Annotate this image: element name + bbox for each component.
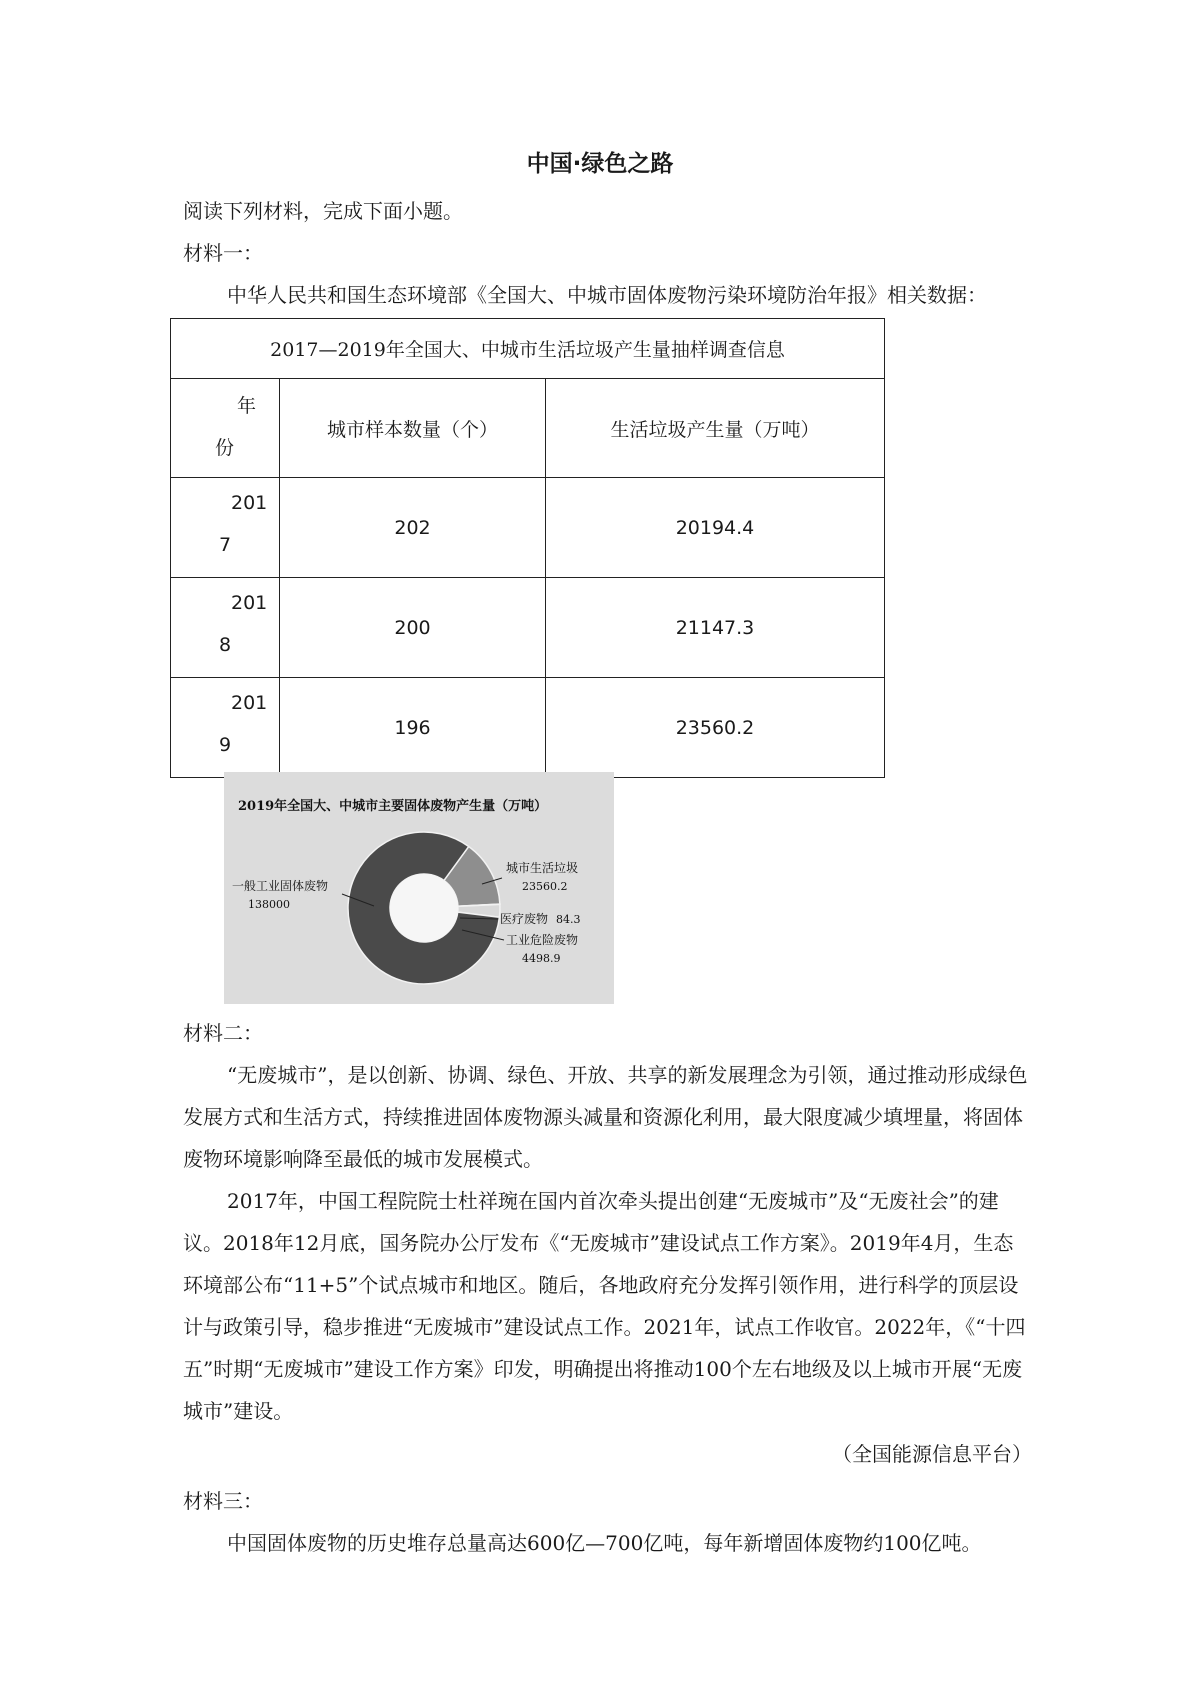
year-cell-a: 201 (231, 492, 268, 514)
year-header-b: 份 (215, 437, 235, 459)
label-medical-waste: 医疗废物 (500, 912, 549, 926)
table-row (171, 578, 885, 678)
table-row (171, 478, 885, 578)
material3-label: 材料三： (183, 1489, 263, 1513)
material2-paragraph-2 (183, 1180, 1028, 1432)
label-industrial-solid-waste: 一般工业固体废物 (232, 879, 329, 893)
material2-label: 材料二： (183, 1021, 263, 1045)
donut-hole (390, 874, 458, 942)
material2-paragraph-1 (183, 1054, 1028, 1180)
year-cell (171, 578, 280, 678)
table-caption: 2017—2019年全国大、中城市生活垃圾产生量抽样调查信息 (171, 319, 885, 379)
year-cell-b: 7 (219, 534, 232, 556)
table-row (171, 678, 885, 778)
material3-p1-text: 中国固体废物的历史堆存总量高达600亿—700亿吨，每年新增固体废物约100亿吨。 (227, 1531, 982, 1555)
material2-p1-text: “无废城市”，是以创新、协调、绿色、开放、共享的新发展理念为引领，通过推动形成绿色发展方式和生活方式，持续推进固体废物源头减量和资源化利用，最大限度减少填埋量，将固体废物环境影响降至最低的城市发展模式。 (183, 1063, 1028, 1171)
count-cell: 202 (280, 478, 546, 578)
solid-waste-donut-chart (224, 772, 614, 1004)
year-header-cell (171, 379, 280, 478)
material1-lead: 中华人民共和国生态环境部《全国大、中城市固体废物污染环境防治年报》相关数据： (227, 283, 987, 307)
amount-cell: 21147.3 (546, 578, 885, 678)
page-title: 中国·绿色之路 (526, 151, 674, 177)
material2-p2-text: 2017年，中国工程院院士杜祥琬在国内首次牵头提出创建“无废城市”及“无废社会”的建议。2018年12月底，国务院办公厅发布《“无废城市”建设试点工作方案》。2019年4月，生态环境部公布“11+5”个试点城市和地区。随后，各地政府充分发挥引领作用，进行科学的顶层设计与政策引导，稳步推进“无废城市”建设试点工作。2021年，试点工作收官。2022年，《“十四五”时期“无废城市”建设工作方案》印发，明确提出将推动100个左右地级及以上城市开展“无废城市”建设。 (183, 1189, 1026, 1423)
value-municipal-garbage: 23560.2 (522, 880, 568, 893)
year-cell-a: 201 (231, 692, 268, 714)
year-header-a: 年 (237, 395, 257, 417)
material1-label: 材料一： (183, 241, 263, 265)
donut-chart-svg (224, 772, 614, 1004)
count-cell: 196 (280, 678, 546, 778)
chart-title: 2019年全国大、中城市主要固体废物产生量（万吨） (238, 799, 548, 814)
amount-cell: 23560.2 (546, 678, 885, 778)
year-cell-b: 9 (219, 734, 232, 756)
value-medical-waste: 84.3 (556, 913, 581, 926)
donut-slices (348, 832, 500, 984)
count-header-cell: 城市样本数量（个） (280, 379, 546, 478)
value-industrial-hazardous-waste: 4498.9 (522, 952, 561, 965)
amount-cell: 20194.4 (546, 478, 885, 578)
year-cell-b: 8 (219, 634, 232, 656)
amount-header-cell: 生活垃圾产生量（万吨） (546, 379, 885, 478)
label-municipal-garbage: 城市生活垃圾 (506, 861, 579, 875)
source-citation: （全国能源信息平台） (832, 1442, 1032, 1466)
year-cell (171, 678, 280, 778)
intro-text: 阅读下列材料，完成下面小题。 (183, 199, 463, 223)
value-industrial-solid-waste: 138000 (248, 898, 290, 911)
year-cell (171, 478, 280, 578)
label-industrial-hazardous-waste: 工业危险废物 (506, 933, 579, 947)
count-cell: 200 (280, 578, 546, 678)
material3-paragraph-1 (183, 1522, 1028, 1564)
garbage-survey-table (170, 318, 885, 778)
year-cell-a: 201 (231, 592, 268, 614)
